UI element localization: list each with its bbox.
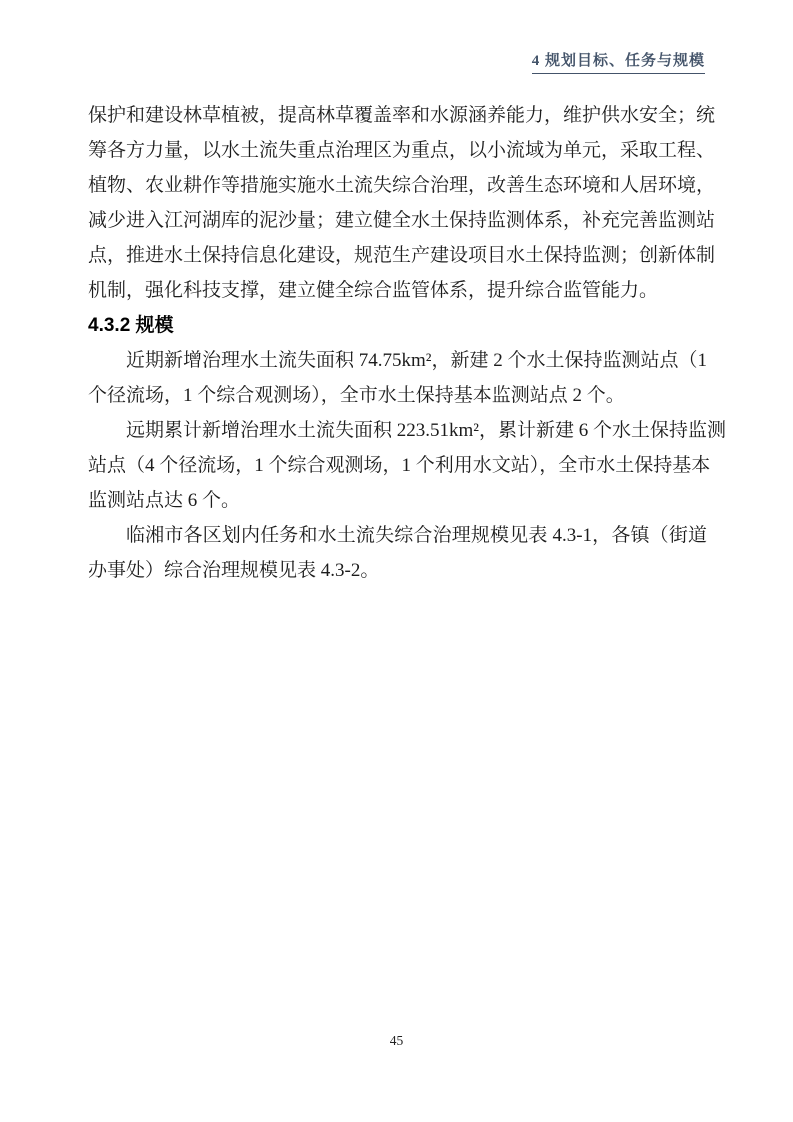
body-text-line: 监测站点达 6 个。 [88, 490, 241, 511]
body-text-line: 减少进入江河湖库的泥沙量；建立健全水土保持监测体系，补充完善监测站 [88, 210, 716, 231]
near-term-scale-paragraph [88, 343, 707, 413]
body-text-line: 办事处）综合治理规模见表 4.3-2。 [88, 560, 380, 581]
body-text-line: 点，推进水土保持信息化建设，规范生产建设项目水土保持监测；创新体制 [88, 245, 716, 266]
table-reference-paragraph [88, 518, 707, 588]
long-term-scale-paragraph [88, 413, 726, 518]
body-text-line: 远期累计新增治理水土流失面积 223.51km²，累计新建 6 个水土保持监测 [126, 420, 726, 441]
body-text-line: 保护和建设林草植被，提高林草覆盖率和水源涵养能力，维护供水安全；统 [88, 105, 716, 126]
page-footer [0, 1032, 793, 1050]
body-text-line: 筹各方力量，以水土流失重点治理区为重点，以小流域为单元，采取工程、 [88, 140, 716, 161]
body-text-line: 机制，强化科技支撑，建立健全综合监管体系，提升综合监管能力。 [88, 280, 659, 301]
continuation-paragraph [88, 98, 716, 308]
body-text-line: 临湘市各区划内任务和水土流失综合治理规模见表 4.3-1，各镇（街道 [126, 525, 707, 546]
section-heading-4-3-2: 4.3.2 规模 [88, 315, 174, 336]
page-number: 45 [389, 1033, 404, 1048]
header-section-title: 4 规划目标、任务与规模 [532, 49, 705, 74]
body-text-line: 站点（4 个径流场，1 个综合观测场，1 个利用水文站），全市水土保持基本 [88, 455, 711, 476]
body-text-line: 植物、农业耕作等措施实施水土流失综合治理，改善生态环境和人居环境， [88, 175, 716, 196]
body-text-line: 近期新增治理水土流失面积 74.75km²，新建 2 个水土保持监测站点（1 [126, 350, 707, 371]
document-body [88, 98, 726, 588]
page-header [532, 49, 705, 74]
body-text-line: 个径流场，1 个综合观测场），全市水土保持基本监测站点 2 个。 [88, 385, 625, 406]
